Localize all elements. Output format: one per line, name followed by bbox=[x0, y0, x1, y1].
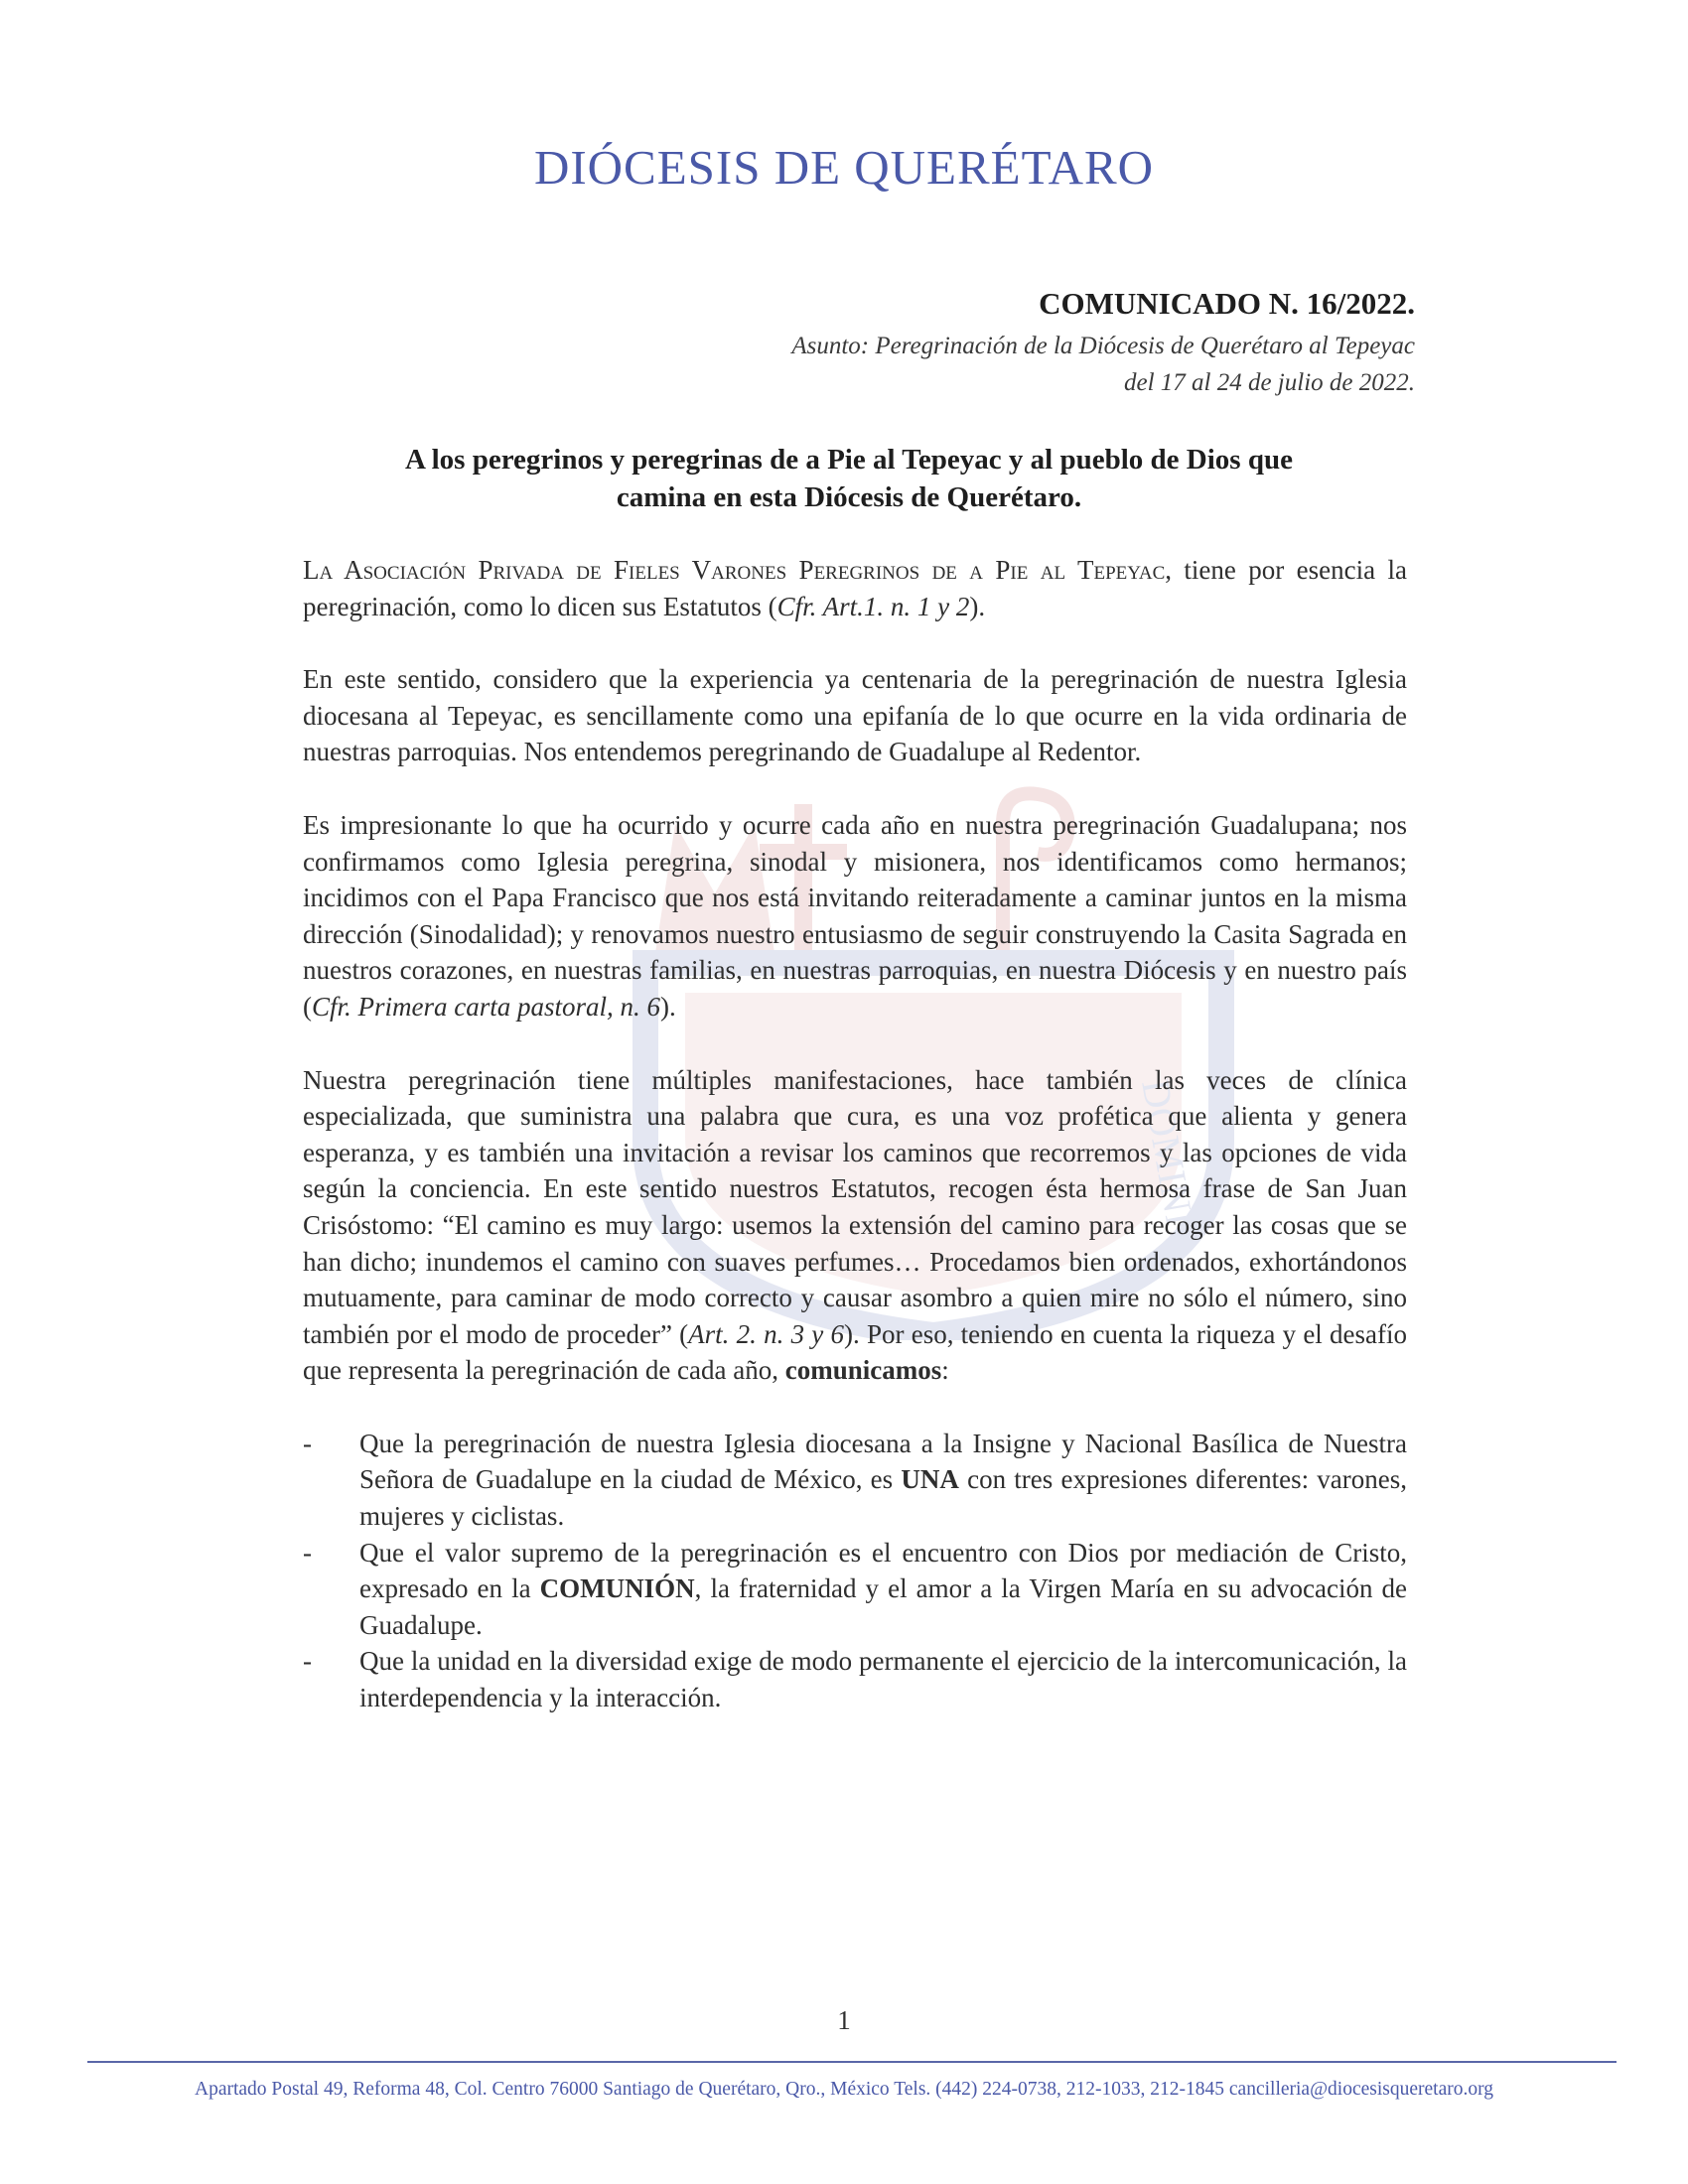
memo-subject-line-2: del 17 al 24 de julio de 2022. bbox=[1123, 369, 1415, 396]
announcement-list bbox=[303, 1426, 1407, 1716]
association-name: La Asociación Privada de Fieles Varones Peregrinos de a Pie al Tepeyac bbox=[303, 555, 1166, 585]
paragraph-4 bbox=[303, 1062, 1407, 1389]
list-item-text: Que la unidad en la diversidad exige de modo permanente el ejercicio de la intercomunicación, la interdependencia y la interacción. bbox=[359, 1646, 1407, 1713]
paragraph-4-mid: ). Por eso, teniendo en cuenta la riqueza y el desafío que representa la peregrinación de cada año, bbox=[303, 1318, 1407, 1386]
list-dash: - bbox=[303, 1537, 312, 1568]
letter-body bbox=[303, 552, 1407, 1716]
citation: Cfr. Primera carta pastoral, n. 6 bbox=[312, 991, 661, 1022]
paragraph-1 bbox=[303, 552, 1407, 624]
list-item bbox=[303, 1643, 1407, 1715]
list-item-emphasis: COMUNIÓN bbox=[539, 1573, 695, 1604]
list-item bbox=[303, 1426, 1407, 1535]
paragraph-4-end: : bbox=[941, 1355, 949, 1386]
paragraph-2: En este sentido, considero que la experiencia ya centenaria de la peregrinación de nuestra Iglesia diocesana al Tepeyac, es sencillamente como una epifanía de lo que ocurre en la vida ordinaria de nuestras parroquias. Nos entendemos peregrinando de Guadalupe al Redentor. bbox=[303, 664, 1407, 767]
list-item-text-end: con tres expresiones diferentes: varones, mujeres y ciclistas. bbox=[359, 1464, 1407, 1532]
list-item-text-end: , la fraternidad y el amor a la Virgen María en su advocación de Guadalupe. bbox=[359, 1573, 1407, 1640]
diocese-title: DIÓCESIS DE QUERÉTARO bbox=[533, 140, 1155, 195]
memo-number: COMUNICADO N. 16/2022. bbox=[1039, 286, 1415, 321]
list-item-text: Que el valor supremo de la peregrinación es el encuentro con Dios por mediación de Cristo, expresado en la bbox=[359, 1537, 1407, 1604]
paragraph-1-text: , tiene por esencia la peregrinación, como lo dicen sus Estatutos ( bbox=[303, 555, 1407, 621]
memo-heading bbox=[791, 286, 1415, 401]
citation: Cfr. Art.1. n. 1 y 2 bbox=[776, 591, 970, 621]
memo-subject-line-1: Asunto: Peregrinación de la Diócesis de Querétaro al Tepeyac bbox=[791, 333, 1415, 359]
addressee bbox=[298, 441, 1400, 516]
list-dash: - bbox=[303, 1646, 312, 1677]
paragraph-3-text: Es impresionante lo que ha ocurrido y ocurre cada año en nuestra peregrinación Guadalupana; nos confirmamos como Iglesia peregrina, sinodal y misionera, nos identificamos como hermanos; incidimos con el Papa Francisco que nos está invitando reiteradamente a caminar juntos en la misma dirección (Sinodalidad); y renovamos nuestro entusiasmo de seguir construyendo la Casita Sagrada en nuestros corazones, en nuestras familias, en nuestras parroquias, en nuestra Diócesis y en nuestro país ( bbox=[303, 809, 1407, 1022]
citation: Art. 2. n. 3 y 6 bbox=[688, 1318, 845, 1349]
footer-divider bbox=[87, 2061, 1617, 2063]
addressee-line-1: A los peregrinos y peregrinas de a Pie al Tepeyac y al pueblo de Dios que bbox=[405, 444, 1293, 476]
svg-text:DOMINI: DOMINI bbox=[1133, 1075, 1203, 1230]
footer-address: Apartado Postal 49, Reforma 48, Col. Centro 76000 Santiago de Querétaro, Qro., México Tels. (442) 224-0738, 212-1033, 212-1845 cancilleria@diocesisqueretaro.org bbox=[195, 2079, 1493, 2100]
paragraph-1-end: ). bbox=[969, 591, 986, 621]
paragraph-4-text: Nuestra peregrinación tiene múltiples manifestaciones, hace también las veces de clínica especializada, que suministra una palabra que cura, es una voz profética que alienta y genera esperanza, y es también una invitación a revisar los caminos que recorremos y las opciones de vida según la conciencia. En este sentido nuestros Estatutos, recogen ésta hermosa frase de San Juan Crisóstomo: “El camino es muy largo: usemos la extensión del camino para recoger las cosas que se han dicho; inundemos el camino con suaves perfumes… Procedamos bien ordenados, exhortándonos mutuamente, para caminar de modo correcto y causar asombro a quien mire no sólo el número, sino también por el modo de proceder” ( bbox=[303, 1064, 1407, 1349]
page-number: 1 bbox=[837, 2005, 851, 2035]
list-item-emphasis: UNA bbox=[901, 1464, 959, 1495]
list-dash: - bbox=[303, 1428, 312, 1458]
list-item bbox=[303, 1535, 1407, 1644]
addressee-line-2: camina en esta Diócesis de Querétaro. bbox=[616, 481, 1082, 513]
list-item-text: Que la peregrinación de nuestra Iglesia diocesana a la Insigne y Nacional Basílica de Nuestra Señora de Guadalupe en la ciudad de México, es bbox=[359, 1428, 1407, 1495]
paragraph-3 bbox=[303, 807, 1407, 1025]
paragraph-3-end: ). bbox=[660, 991, 676, 1022]
emphasis-comunicamos: comunicamos bbox=[784, 1355, 942, 1386]
